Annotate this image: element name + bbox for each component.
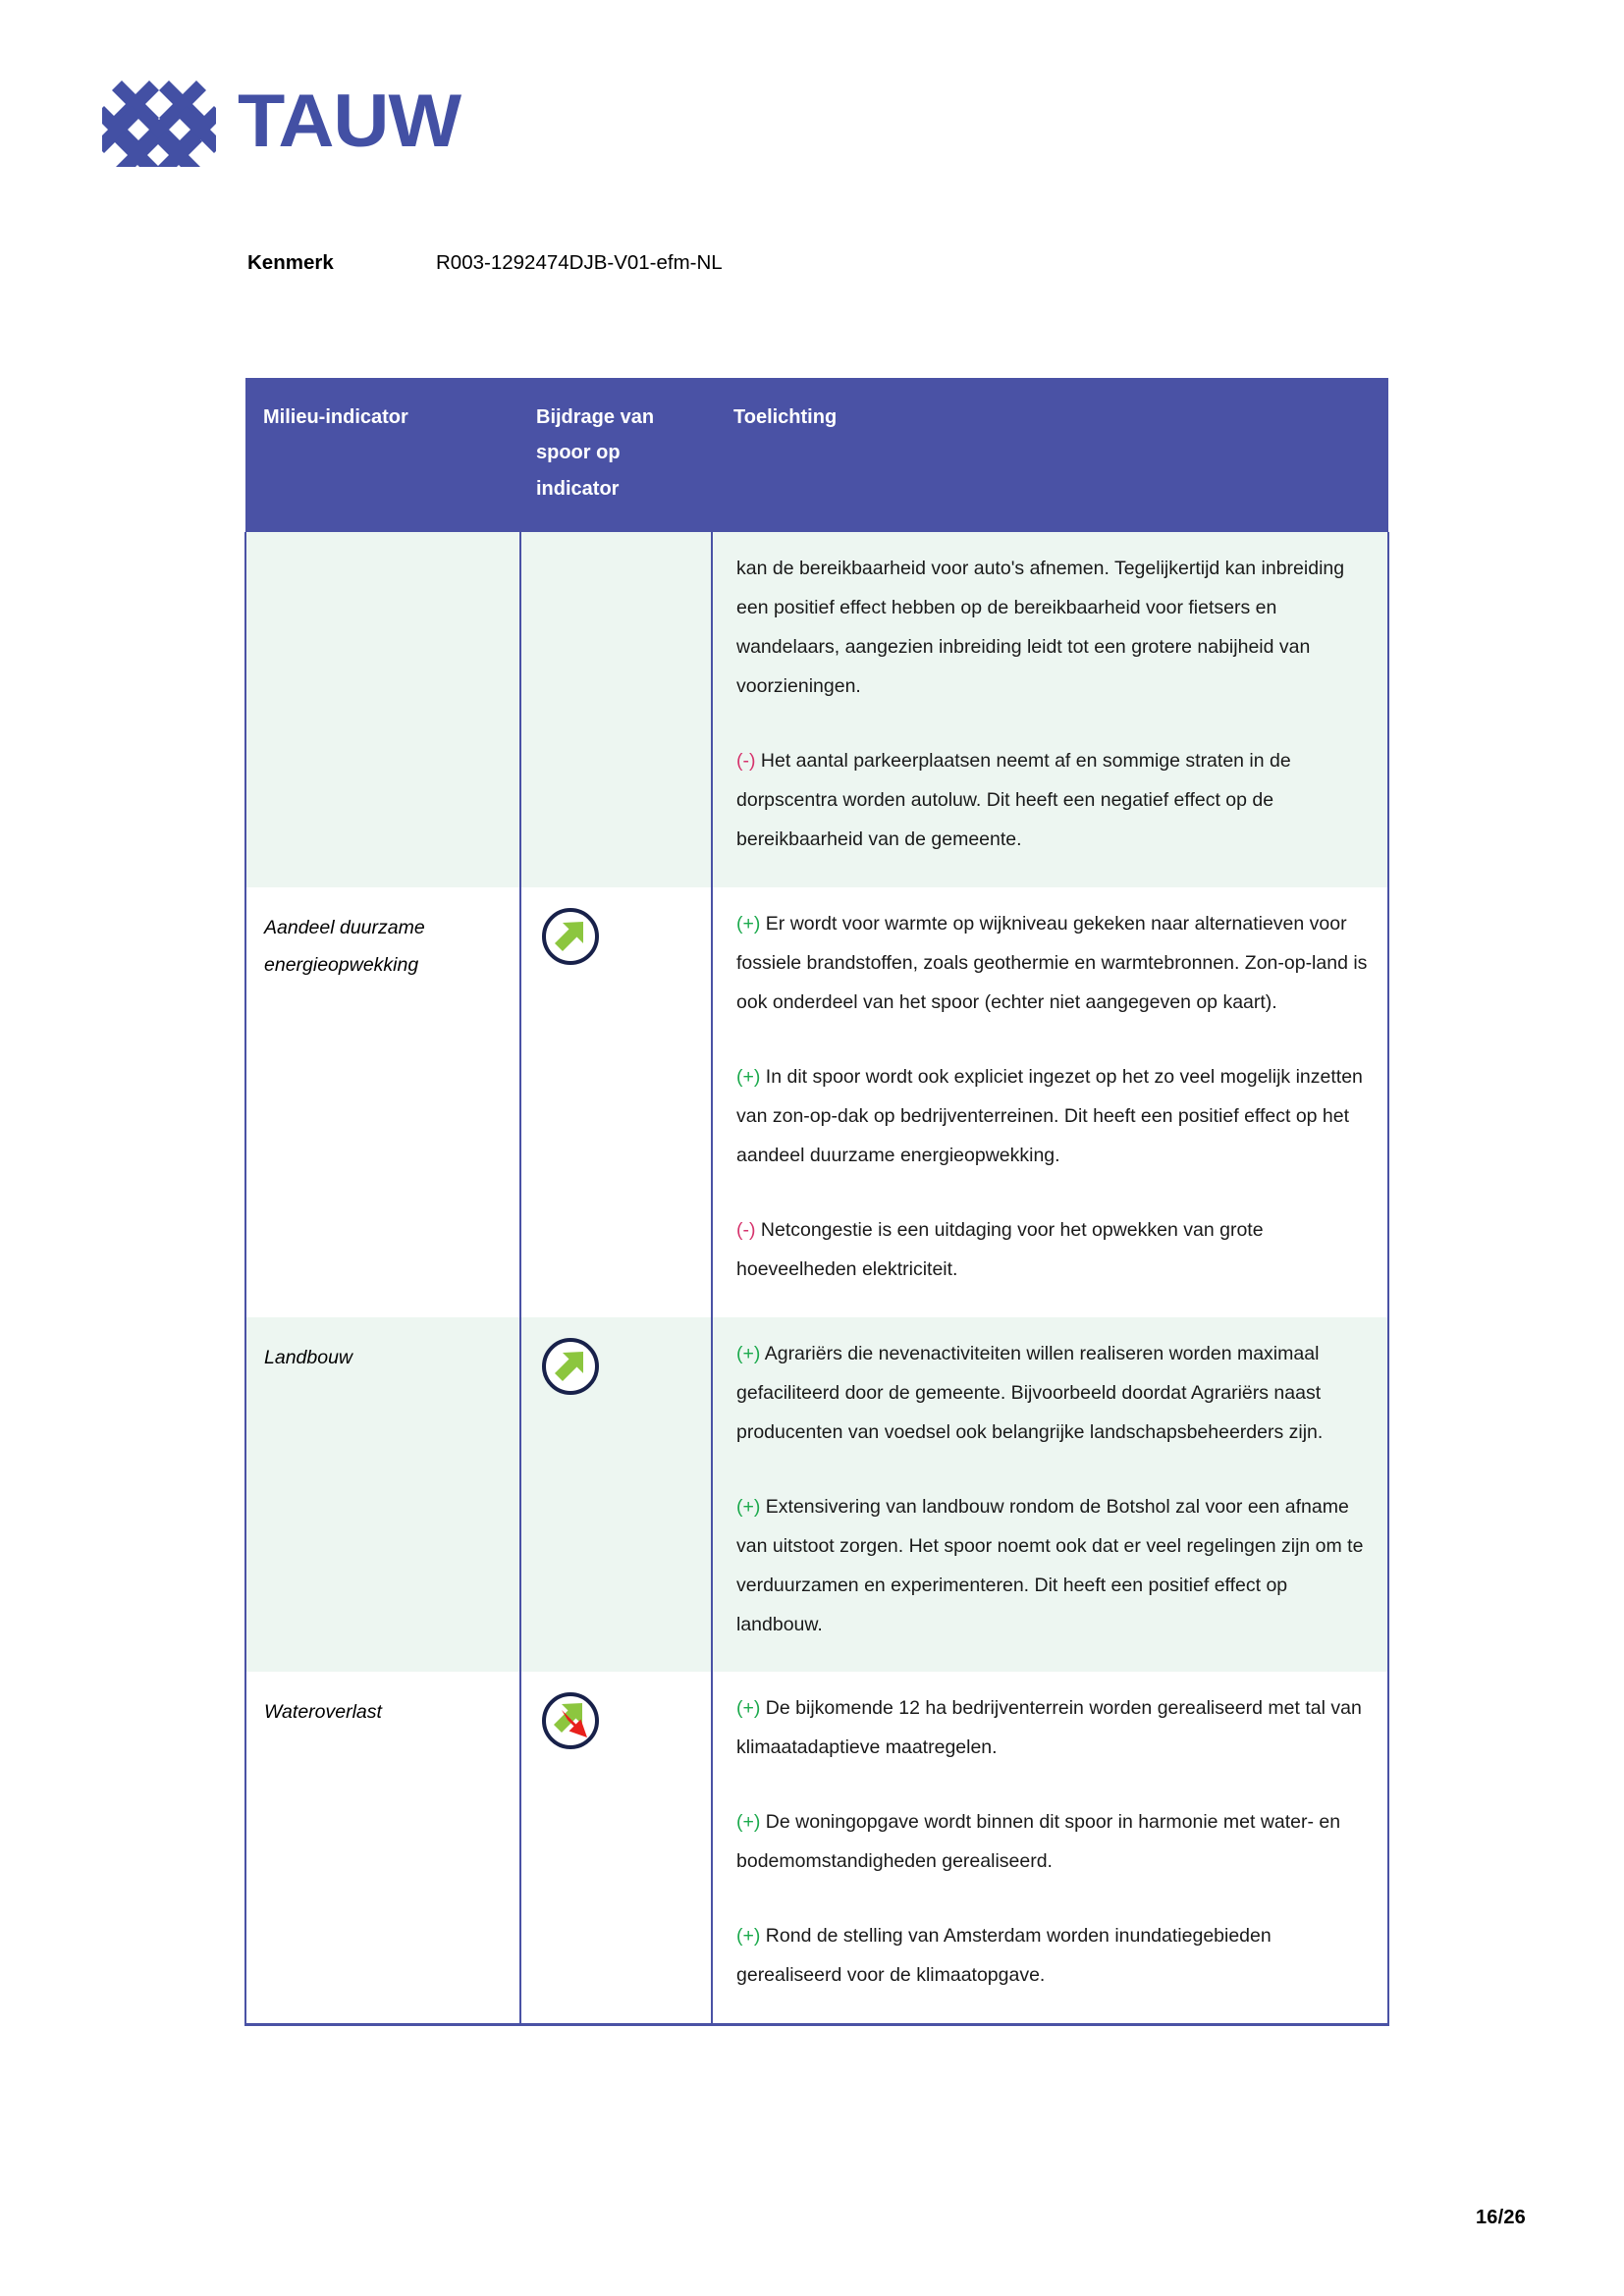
table-header-row <box>245 378 1388 532</box>
column-header-bijdrage-line2: spoor op <box>536 442 621 464</box>
tauw-chevron-logo-icon <box>102 77 216 167</box>
toelichting-paragraph <box>736 1803 1368 1882</box>
cell-toelichting <box>712 532 1388 887</box>
effect-marker: (-) <box>736 1218 756 1241</box>
arrow-up-green-and-down-red-icon <box>539 1735 602 1757</box>
toelichting-text: Rond de stelling van Amsterdam worden inundatiegebieden gerealiseerd voor de klimaatopgave. <box>736 1925 1272 1987</box>
column-header-bijdrage-line3: indicator <box>536 477 620 500</box>
column-header-milieu-indicator: Milieu-indicator <box>245 378 520 532</box>
effect-marker: (-) <box>736 750 756 773</box>
toelichting-text: De bijkomende 12 ha bedrijventerrein worden gerealiseerd met tal van klimaatadaptieve maatregelen. <box>736 1697 1362 1759</box>
cell-milieu-indicator <box>245 1317 520 1673</box>
toelichting-text: Agrariërs die nevenactiviteiten willen realiseren worden maximaal gefaciliteerd door de gemeente. Bijvoorbeeld doordat Agrariërs naast producenten van voedsel ook belangrijke landschapsbeheerders zijn. <box>736 1342 1324 1443</box>
toelichting-text: Er wordt voor warmte op wijkniveau gekeken naar alternatieven voor fossiele brandstoffen, zoals geothermie en warmtebronnen. Zon-op-land is ook onderdeel van het spoor (echter niet aangegeven op kaart). <box>736 912 1368 1013</box>
milieu-indicator-table <box>244 378 1389 2026</box>
cell-bijdrage-icon <box>520 1672 712 2024</box>
kenmerk-label: Kenmerk <box>247 251 334 274</box>
column-header-toelichting: Toelichting <box>712 378 1388 532</box>
table-row <box>245 532 1388 887</box>
page-number: 16/26 <box>1475 2207 1526 2228</box>
brand-logo <box>102 77 461 167</box>
arrow-up-right-green-icon <box>539 951 602 973</box>
toelichting-paragraph <box>736 742 1368 860</box>
table-row <box>245 1317 1388 1673</box>
toelichting-text: Het aantal parkeerplaatsen neemt af en sommige straten in de dorpscentra worden autoluw. Dit heeft een negatief effect op de bereikbaarheid van de gemeente. <box>736 750 1291 850</box>
cell-milieu-indicator <box>245 532 520 887</box>
brand-wordmark: TAUW <box>238 80 461 163</box>
table-row <box>245 887 1388 1317</box>
toelichting-paragraph <box>736 550 1368 707</box>
table-row <box>245 1672 1388 2024</box>
table-header <box>245 378 1388 532</box>
cell-bijdrage-icon <box>520 1317 712 1673</box>
cell-bijdrage-icon <box>520 532 712 887</box>
effect-marker: (+) <box>736 912 761 934</box>
kenmerk-line <box>247 253 723 274</box>
cell-toelichting <box>712 887 1388 1317</box>
toelichting-paragraph <box>736 905 1368 1023</box>
toelichting-paragraph <box>736 1917 1368 1996</box>
effect-marker: (+) <box>736 1342 761 1364</box>
toelichting-paragraph <box>736 1689 1368 1768</box>
toelichting-text: In dit spoor wordt ook expliciet ingezet op het zo veel mogelijk inzetten van zon-op-dak op bedrijventerreinen. Dit heeft een positief effect op het aandeel duurzame energieopwekking. <box>736 1065 1363 1166</box>
toelichting-text: kan de bereikbaarheid voor auto's afnemen. Tegelijkertijd kan inbreiding een positief effect hebben op de bereikbaarheid voor fietsers en wandelaars, aangezien inbreiding leidt tot een grotere nabijheid van voorzieningen. <box>736 558 1345 698</box>
toelichting-paragraph <box>736 1335 1368 1453</box>
cell-toelichting <box>712 1317 1388 1673</box>
toelichting-text: De woningopgave wordt binnen dit spoor in harmonie met water- en bodemomstandigheden gerealiseerd. <box>736 1811 1341 1873</box>
toelichting-text: Netcongestie is een uitdaging voor het opwekken van grote hoeveelheden elektriciteit. <box>736 1218 1264 1280</box>
cell-milieu-indicator <box>245 1672 520 2024</box>
cell-toelichting <box>712 1672 1388 2024</box>
effect-marker: (+) <box>736 1697 761 1720</box>
toelichting-paragraph <box>736 1211 1368 1290</box>
toelichting-paragraph <box>736 1488 1368 1645</box>
effect-marker: (+) <box>736 1065 761 1088</box>
cell-bijdrage-icon <box>520 887 712 1317</box>
indicator-label: Landbouw <box>264 1346 352 1368</box>
arrow-up-right-green-icon <box>539 1381 602 1403</box>
effect-marker: (+) <box>736 1495 761 1518</box>
effect-marker: (+) <box>736 1811 761 1834</box>
toelichting-paragraph <box>736 1058 1368 1176</box>
column-header-bijdrage <box>520 378 712 532</box>
effect-marker: (+) <box>736 1925 761 1948</box>
cell-milieu-indicator <box>245 887 520 1317</box>
table-body <box>245 532 1388 2025</box>
kenmerk-value: R003-1292474DJB-V01-efm-NL <box>436 251 723 274</box>
indicator-label: Aandeel duurzame energieopwekking <box>264 916 425 976</box>
column-header-bijdrage-line1: Bijdrage van <box>536 406 655 428</box>
indicator-label: Wateroverlast <box>264 1701 382 1724</box>
toelichting-text: Extensivering van landbouw rondom de Botshol zal voor een afname van uitstoot zorgen. Het spoor noemt ook dat er veel regelingen zijn om te verduurzamen en experimenteren. Dit heeft een positief effect op landbouw. <box>736 1495 1364 1635</box>
indicator-label <box>264 550 500 554</box>
